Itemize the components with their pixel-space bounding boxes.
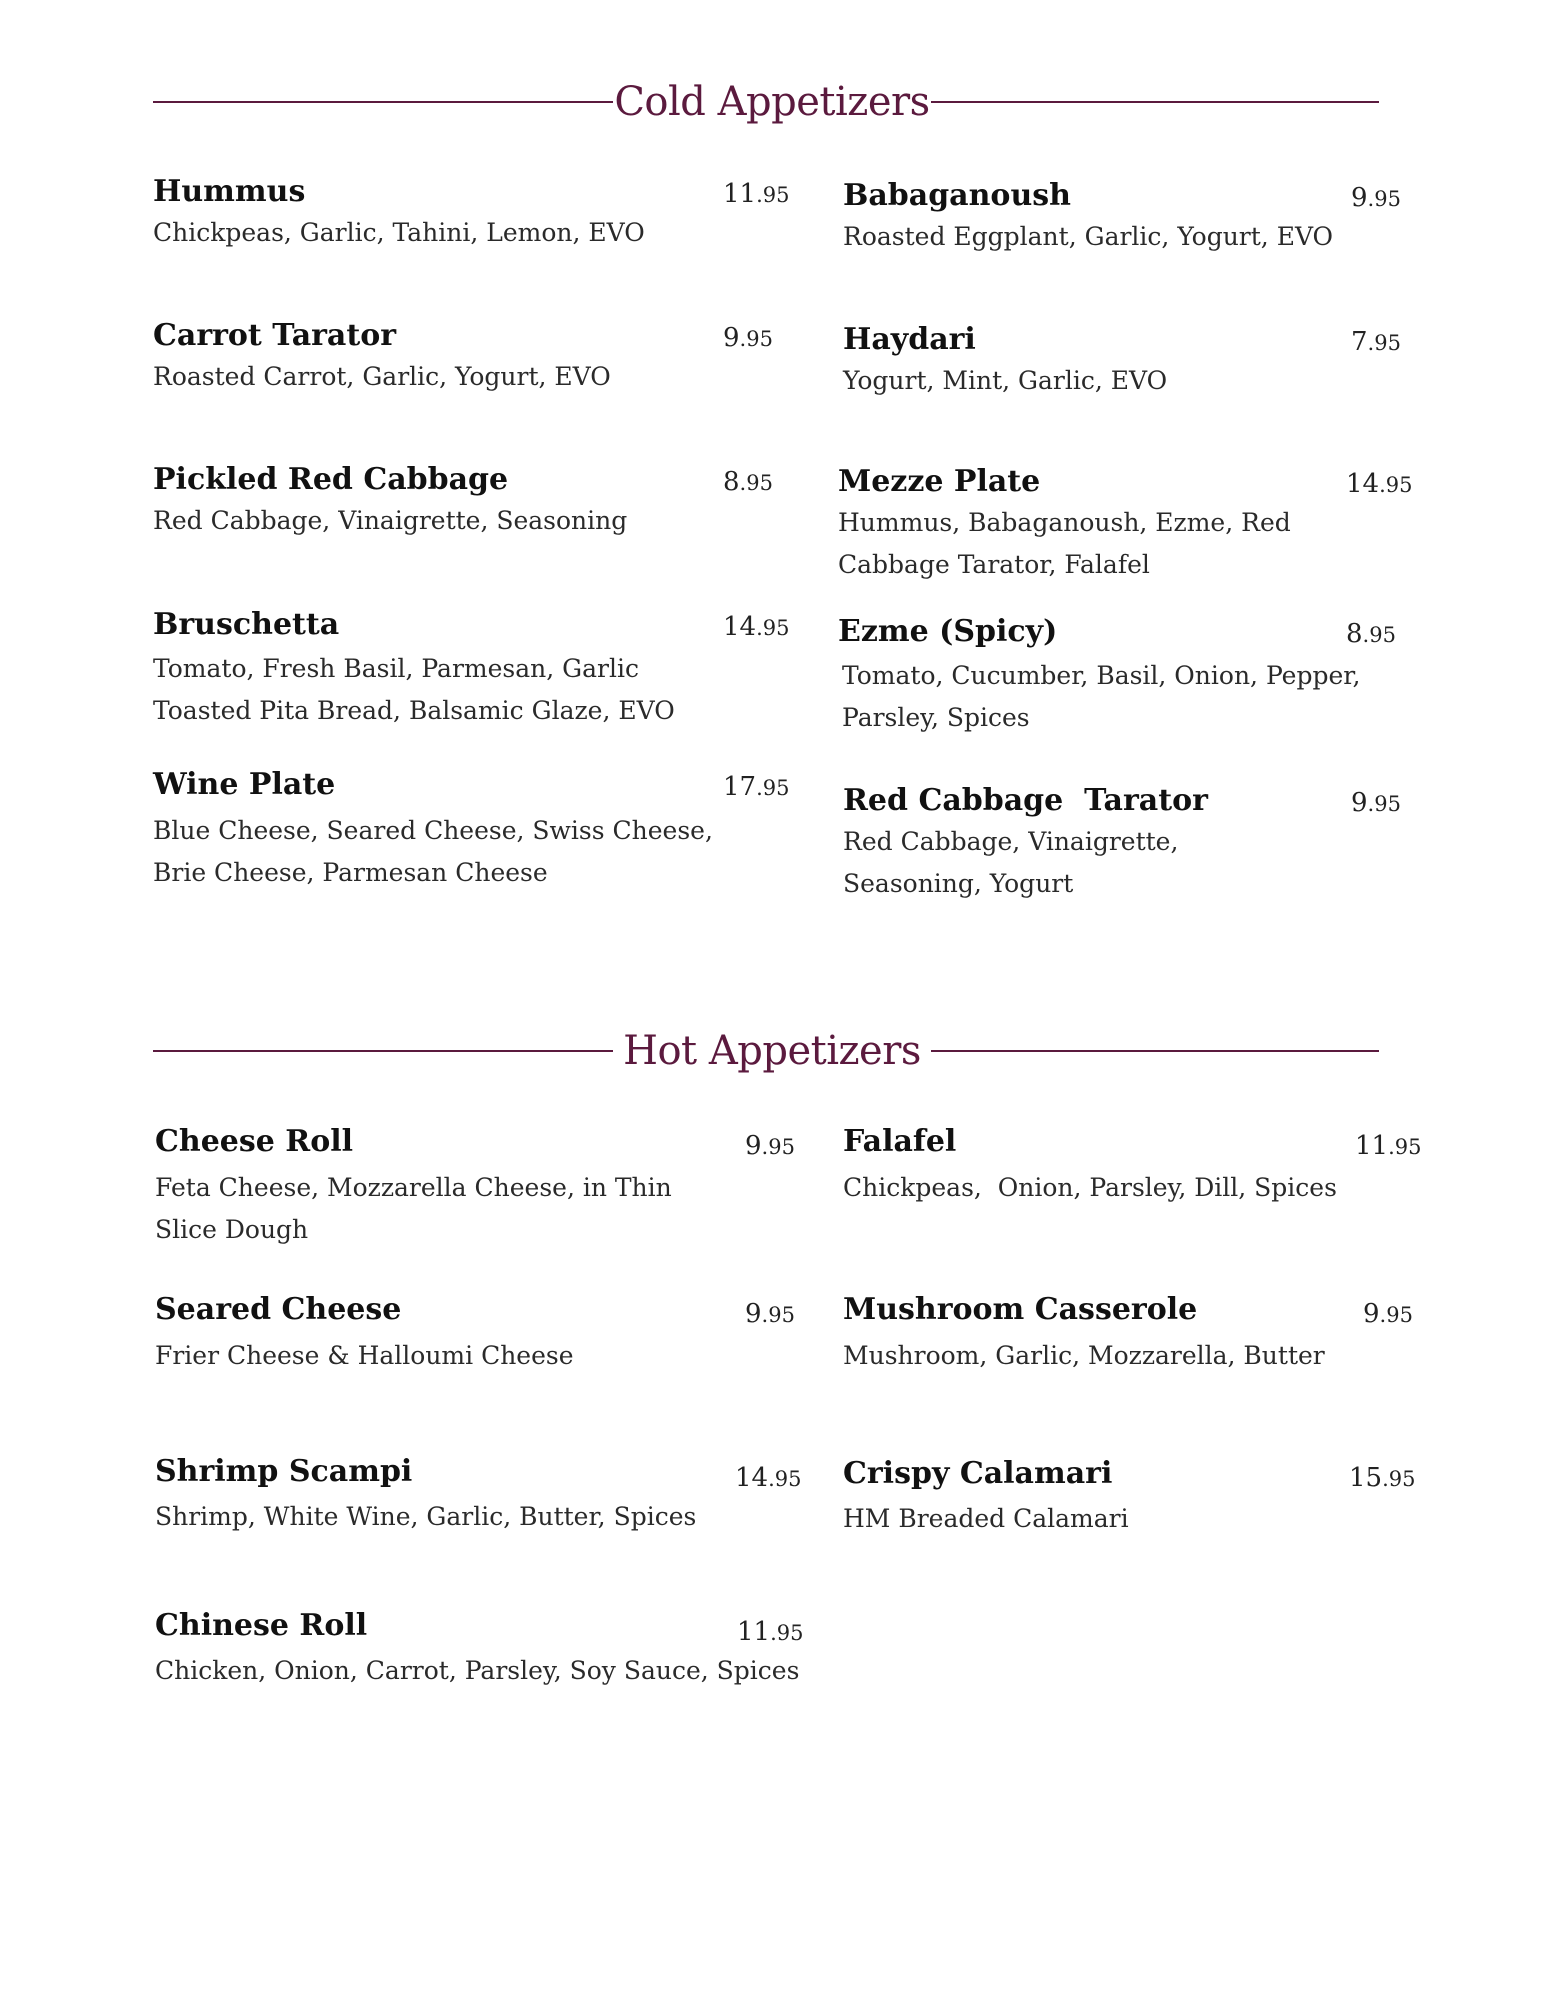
item-description: Chickpeas, Onion, Parsley, Dill, Spices xyxy=(843,1173,1337,1202)
item-price: 9.95 xyxy=(745,1131,795,1161)
menu-item xyxy=(155,1290,795,1377)
section-header-cold xyxy=(153,72,1379,132)
menu-item xyxy=(155,1452,802,1538)
menu-item xyxy=(843,176,1413,258)
item-price: 9.95 xyxy=(1351,788,1401,818)
item-name: Crispy Calamari xyxy=(843,1456,1113,1491)
item-price: 11.95 xyxy=(737,1617,804,1647)
item-price: 9.95 xyxy=(1363,1299,1413,1329)
item-price: 11.95 xyxy=(1355,1131,1422,1161)
item-description: Roasted Eggplant, Garlic, Yogurt, EVO xyxy=(843,222,1334,251)
item-name: Hummus xyxy=(153,174,306,209)
item-name: Shrimp Scampi xyxy=(155,1454,413,1489)
item-name: Falafel xyxy=(843,1124,957,1159)
item-description: Red Cabbage, Vinaigrette, Seasoning xyxy=(153,506,628,535)
item-price: 9.95 xyxy=(1351,183,1401,213)
item-name: Wine Plate xyxy=(153,767,336,802)
menu-item xyxy=(153,460,773,542)
item-price: 8.95 xyxy=(723,467,773,497)
item-name: Carrot Tarator xyxy=(153,318,397,353)
section-header-hot xyxy=(153,1021,1379,1081)
item-description: Mushroom, Garlic, Mozzarella, Butter xyxy=(843,1341,1325,1370)
item-description: Roasted Carrot, Garlic, Yogurt, EVO xyxy=(153,362,611,391)
menu-item xyxy=(153,172,790,254)
item-name: Mushroom Casserole xyxy=(843,1292,1198,1327)
item-price: 14.95 xyxy=(723,612,790,642)
item-price: 7.95 xyxy=(1351,327,1401,357)
item-price: 17.95 xyxy=(723,772,790,802)
item-name: Ezme (Spicy) xyxy=(838,614,1058,649)
menu-item xyxy=(153,316,773,398)
item-name: Babaganoush xyxy=(843,178,1071,213)
menu-item xyxy=(153,765,790,894)
divider-line xyxy=(153,1050,613,1052)
item-name: Chinese Roll xyxy=(155,1608,368,1643)
item-description: Red Cabbage, Vinaigrette, Seasoning, Yogurt xyxy=(843,827,1179,898)
item-name: Haydari xyxy=(843,322,976,357)
item-name: Red Cabbage Tarator xyxy=(843,783,1208,818)
item-price: 11.95 xyxy=(723,179,790,209)
item-name: Seared Cheese xyxy=(155,1292,402,1327)
divider-line xyxy=(931,101,1379,103)
menu-item xyxy=(155,1606,804,1692)
menu-item xyxy=(843,320,1413,402)
item-description: Blue Cheese, Seared Cheese, Swiss Cheese, Brie Cheese, Parmesan Cheese xyxy=(153,816,713,887)
item-price: 14.95 xyxy=(1346,469,1413,499)
divider-line xyxy=(153,101,613,103)
item-name: Mezze Plate xyxy=(838,464,1041,499)
item-description: Yogurt, Mint, Garlic, EVO xyxy=(843,366,1168,395)
item-description: Feta Cheese, Mozzarella Cheese, in Thin Slice Dough xyxy=(155,1173,672,1244)
item-name: Pickled Red Cabbage xyxy=(153,462,509,497)
menu-item xyxy=(838,612,1408,739)
item-price: 14.95 xyxy=(735,1463,802,1493)
menu-item xyxy=(155,1122,795,1251)
menu-item xyxy=(843,1122,1422,1209)
item-price: 9.95 xyxy=(745,1299,795,1329)
divider-line xyxy=(931,1050,1379,1052)
item-description: Shrimp, White Wine, Garlic, Butter, Spices xyxy=(155,1502,697,1531)
menu-item xyxy=(843,1454,1416,1540)
item-description: Chicken, Onion, Carrot, Parsley, Soy Sauce, Spices xyxy=(155,1656,800,1685)
item-name: Cheese Roll xyxy=(155,1124,354,1159)
section-title: Cold Appetizers xyxy=(614,79,930,125)
menu-item xyxy=(843,781,1413,905)
item-description: Frier Cheese & Halloumi Cheese xyxy=(155,1341,574,1370)
item-price: 15.95 xyxy=(1349,1463,1416,1493)
menu-item xyxy=(153,605,790,732)
item-price: 8.95 xyxy=(1346,619,1396,649)
menu-item xyxy=(838,462,1413,586)
section-title: Hot Appetizers xyxy=(623,1028,921,1074)
item-description: Hummus, Babaganoush, Ezme, Red Cabbage Tarator, Falafel xyxy=(838,508,1291,579)
item-description: Tomato, Cucumber, Basil, Onion, Pepper, Parsley, Spices xyxy=(842,661,1361,732)
menu-item xyxy=(843,1290,1413,1377)
item-name: Bruschetta xyxy=(153,607,340,642)
item-description: Tomato, Fresh Basil, Parmesan, Garlic Toasted Pita Bread, Balsamic Glaze, EVO xyxy=(153,654,675,725)
item-description: HM Breaded Calamari xyxy=(843,1504,1129,1533)
item-price: 9.95 xyxy=(723,323,773,353)
item-description: Chickpeas, Garlic, Tahini, Lemon, EVO xyxy=(153,218,645,247)
